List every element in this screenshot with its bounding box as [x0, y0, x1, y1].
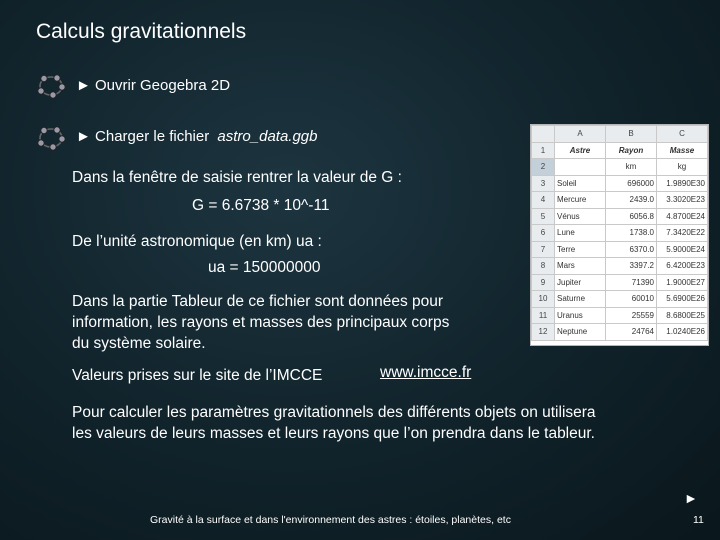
cell[interactable]: 1.9000E27 — [657, 274, 708, 291]
spreadsheet-row — [532, 241, 708, 258]
corner-cell — [532, 126, 555, 143]
spreadsheet — [530, 124, 709, 346]
row-number[interactable]: 7 — [532, 241, 555, 258]
cell[interactable]: 3.3020E23 — [657, 192, 708, 209]
cell[interactable]: 1738.0 — [606, 225, 657, 242]
spreadsheet-row — [532, 324, 708, 341]
cell[interactable]: Rayon — [606, 142, 657, 159]
row-number[interactable]: 3 — [532, 175, 555, 192]
imcce-link[interactable]: www.imcce.fr — [380, 364, 472, 381]
cell[interactable]: 25559 — [606, 307, 657, 324]
spreadsheet-row — [532, 258, 708, 275]
cell[interactable]: 5.6900E26 — [657, 291, 708, 308]
cell[interactable]: km — [606, 159, 657, 176]
paragraph-line: du système solaire. — [72, 335, 206, 352]
cell[interactable]: kg — [657, 159, 708, 176]
spreadsheet-row — [532, 142, 708, 159]
instruction-g: Dans la fenêtre de saisie rentrer la valeur de G : — [72, 169, 402, 186]
footer-text: Gravité à la surface et dans l'environnement des astres : étoiles, planètes, etc — [150, 514, 511, 526]
page-number: 11 — [693, 514, 704, 526]
ua-value: ua = 150000000 — [208, 259, 321, 276]
cell[interactable]: 8.6800E25 — [657, 307, 708, 324]
cell[interactable]: Mars — [555, 258, 606, 275]
column-header[interactable]: A — [555, 126, 606, 143]
step-open-geogebra: ► Ouvrir Geogebra 2D — [76, 77, 231, 94]
spreadsheet-info-paragraph — [72, 291, 449, 354]
geogebra-icon[interactable] — [36, 70, 66, 100]
paragraph-line: Dans la partie Tableur de ce fichier sont données pour — [72, 293, 444, 310]
cell[interactable]: 24764 — [606, 324, 657, 341]
cell[interactable]: Astre — [555, 142, 606, 159]
row-number[interactable]: 5 — [532, 208, 555, 225]
spreadsheet-column-header — [532, 126, 708, 143]
cell[interactable]: 7.3420E22 — [657, 225, 708, 242]
cell[interactable]: 6056.8 — [606, 208, 657, 225]
cell[interactable]: 1.9890E30 — [657, 175, 708, 192]
row-number[interactable]: 11 — [532, 307, 555, 324]
cell[interactable] — [555, 159, 606, 176]
calculation-paragraph — [72, 402, 596, 444]
cell[interactable]: 60010 — [606, 291, 657, 308]
geogebra-icon[interactable] — [36, 122, 66, 152]
cell[interactable]: 696000 — [606, 175, 657, 192]
row-number[interactable]: 1 — [532, 142, 555, 159]
column-header[interactable]: B — [606, 126, 657, 143]
step-load-file — [76, 128, 317, 145]
row-number[interactable]: 8 — [532, 258, 555, 275]
spreadsheet-row — [532, 307, 708, 324]
column-header[interactable]: C — [657, 126, 708, 143]
cell[interactable]: 4.8700E24 — [657, 208, 708, 225]
cell[interactable]: Lune — [555, 225, 606, 242]
cell[interactable]: Uranus — [555, 307, 606, 324]
cell[interactable]: Jupiter — [555, 274, 606, 291]
cell[interactable]: 2439.0 — [606, 192, 657, 209]
g-value: G = 6.6738 * 10^-11 — [192, 197, 330, 214]
paragraph-line: les valeurs de leurs masses et leurs rayons que l’on prendra dans le tableur. — [72, 425, 595, 442]
slide-title: Calculs gravitationnels — [36, 20, 247, 43]
cell[interactable]: Vénus — [555, 208, 606, 225]
paragraph-line: information, les rayons et masses des principaux corps — [72, 314, 450, 331]
spreadsheet-row — [532, 274, 708, 291]
row-number[interactable]: 10 — [532, 291, 555, 308]
cell[interactable]: Saturne — [555, 291, 606, 308]
cell[interactable]: Terre — [555, 241, 606, 258]
cell[interactable]: 6.4200E23 — [657, 258, 708, 275]
spreadsheet-row — [532, 225, 708, 242]
paragraph-line: Pour calculer les paramètres gravitationnels des différents objets on utilisera — [72, 404, 596, 421]
spreadsheet-row — [532, 175, 708, 192]
step-load-file-label: ► Charger le fichier — [76, 128, 210, 145]
row-number[interactable]: 9 — [532, 274, 555, 291]
cell[interactable]: 1.0240E26 — [657, 324, 708, 341]
cell[interactable]: Soleil — [555, 175, 606, 192]
cell[interactable]: 6370.0 — [606, 241, 657, 258]
row-number[interactable]: 12 — [532, 324, 555, 341]
row-number[interactable]: 2 — [532, 159, 555, 176]
spreadsheet-row — [532, 291, 708, 308]
spreadsheet-row — [532, 208, 708, 225]
cell[interactable]: Mercure — [555, 192, 606, 209]
cell[interactable]: 71390 — [606, 274, 657, 291]
row-number[interactable]: 6 — [532, 225, 555, 242]
source-text: Valeurs prises sur le site de l’IMCCE — [72, 367, 323, 384]
row-number[interactable]: 4 — [532, 192, 555, 209]
instruction-ua: De l’unité astronomique (en km) ua : — [72, 233, 322, 250]
next-slide-arrow-icon[interactable]: ► — [684, 490, 698, 506]
file-name: astro_data.ggb — [217, 128, 318, 145]
spreadsheet-row — [532, 159, 708, 176]
cell[interactable]: Masse — [657, 142, 708, 159]
cell[interactable]: 3397.2 — [606, 258, 657, 275]
cell[interactable]: 5.9000E24 — [657, 241, 708, 258]
spreadsheet-row — [532, 192, 708, 209]
cell[interactable]: Neptune — [555, 324, 606, 341]
